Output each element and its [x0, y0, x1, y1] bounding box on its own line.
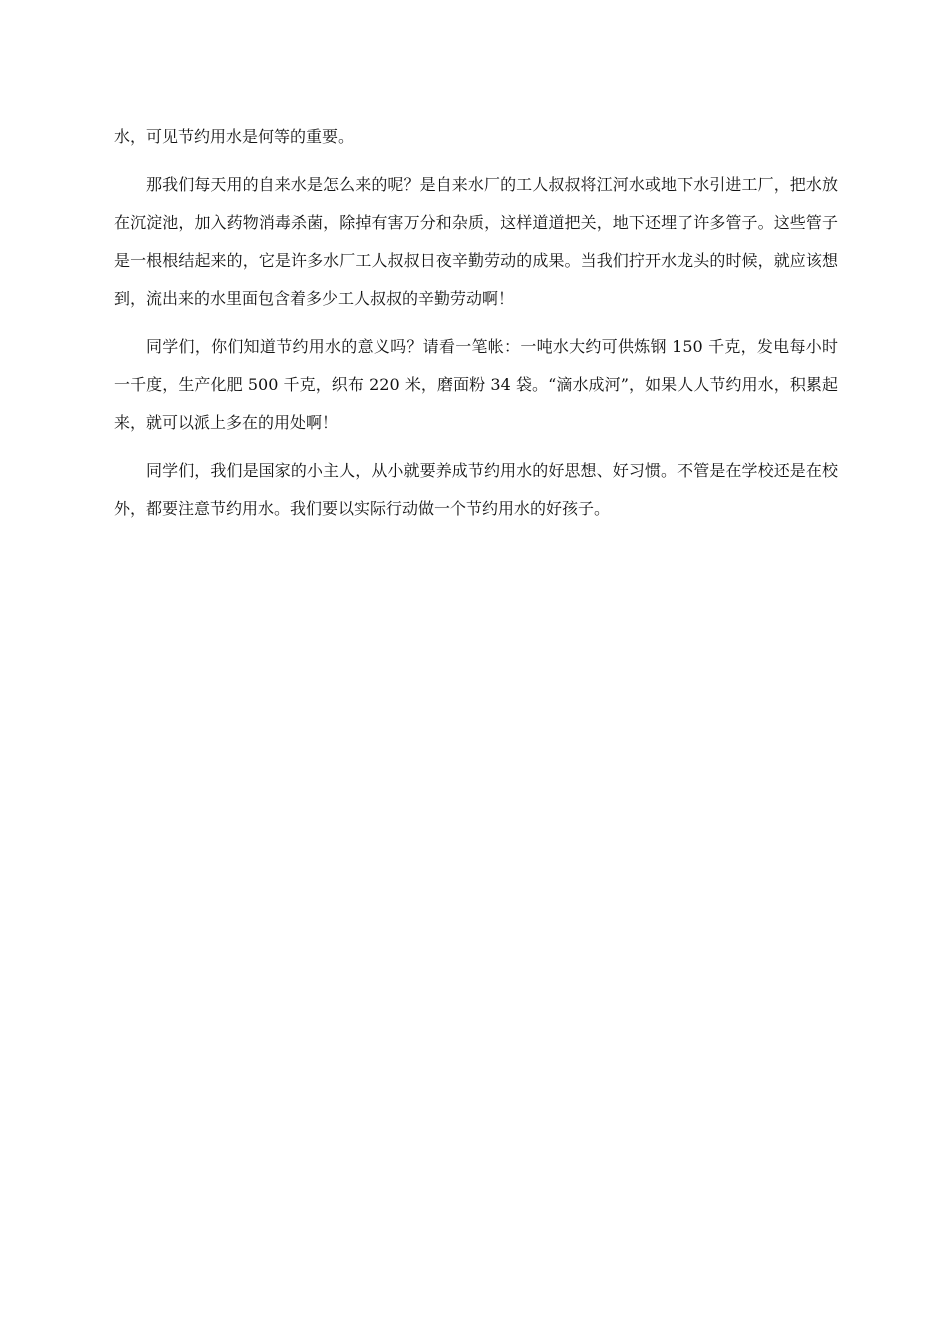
- paragraph-conclusion: 同学们，我们是国家的小主人，从小就要养成节约用水的好思想、好习惯。不管是在学校还是在校外，都要注意节约用水。我们要以实际行动做一个节约用水的好孩子。: [114, 461, 838, 518]
- paragraph-tap-water-origin: 那我们每天用的自来水是怎么来的呢？是自来水厂的工人叔叔将江河水或地下水引进工厂，把水放在沉淀池，加入药物消毒杀菌，除掉有害万分和杂质，这样道道把关，地下还埋了许多管子。这些管子是一根根结起来的，它是许多水厂工人叔叔日夜辛勤劳动的成果。当我们拧开水龙头的时候，就应该想到，流出来的水里面包含着多少工人叔叔的辛勤劳动啊！: [114, 175, 838, 308]
- paragraph-continued: 水，可见节约用水是何等的重要。: [114, 127, 355, 146]
- document-body: [114, 118, 838, 538]
- paragraph-water-value: 同学们，你们知道节约用水的意义吗？请看一笔帐：一吨水大约可供炼钢 150 千克，发电每小时一千度，生产化肥 500 千克，织布 220 米，磨面粉 34 袋。“滴水成河”，如果人人节约用水，积累起来，就可以派上多在的用处啊！: [114, 337, 838, 432]
